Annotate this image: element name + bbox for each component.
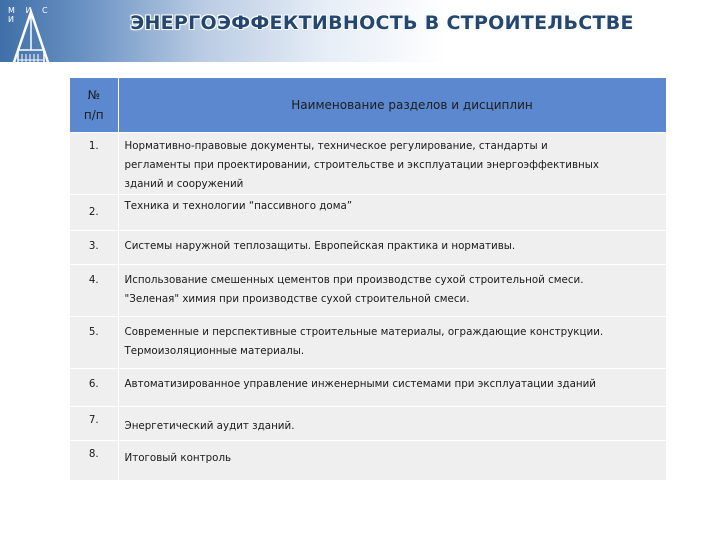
row-title [118, 194, 666, 230]
header-num-line1: № [87, 87, 100, 102]
row-line: зданий и сооружений [124, 177, 244, 190]
row-line: Современные и перспективные строительные материалы, ограждающие конструкции. [124, 325, 604, 338]
row-title [118, 368, 666, 406]
table-row [70, 440, 666, 480]
row-line: Итоговый контроль [124, 451, 232, 464]
table-row [70, 368, 666, 406]
table-row [70, 132, 666, 194]
table-row [70, 194, 666, 230]
row-number: 6. [70, 368, 118, 406]
row-title [118, 132, 666, 194]
row-title [118, 316, 666, 368]
table-row [70, 406, 666, 440]
table-row [70, 264, 666, 316]
row-number: 8. [70, 440, 118, 480]
row-line: Термоизоляционные материалы. [124, 344, 305, 357]
row-line: Техника и технологии “пассивного дома” [124, 199, 353, 212]
row-number: 1. [70, 132, 118, 194]
mgsu-logo [2, 2, 60, 102]
row-number: 3. [70, 230, 118, 264]
header-name: Наименование разделов и дисциплин [118, 78, 666, 132]
row-line: Автоматизированное управление инженерными системами при эксплуатации зданий [124, 377, 596, 390]
row-title [118, 230, 666, 264]
disciplines-table [70, 78, 667, 480]
header-num [70, 78, 118, 132]
row-line: регламенты при проектировании, строительстве и эксплуатации энергоэффективных [124, 158, 600, 171]
logo-bottom-text: МГСУ [10, 82, 54, 98]
row-title [118, 264, 666, 316]
row-line: Использование смешенных цементов при производстве сухой строительной смеси. [124, 273, 584, 286]
row-number: 4. [70, 264, 118, 316]
row-number: 2. [70, 194, 118, 230]
logo-top-text: М И С И [8, 6, 52, 24]
row-number: 7. [70, 406, 118, 440]
row-number: 5. [70, 316, 118, 368]
row-title [118, 440, 666, 480]
row-line: "Зеленая" химия при производстве сухой строительной смеси. [124, 292, 470, 305]
table-row [70, 316, 666, 368]
row-line: Нормативно-правовые документы, техническое регулирование, стандарты и [124, 139, 548, 152]
row-line: Системы наружной теплозащиты. Европейская практика и нормативы. [124, 239, 516, 252]
row-title [118, 406, 666, 440]
table-header-row [70, 78, 666, 132]
page-title: ЭНЕРГОЭФФЕКТИВНОСТЬ В СТРОИТЕЛЬСТВЕ [130, 12, 634, 34]
header-num-line2: п/п [83, 107, 104, 122]
table-row [70, 230, 666, 264]
row-line: Энергетический аудит зданий. [124, 419, 295, 432]
